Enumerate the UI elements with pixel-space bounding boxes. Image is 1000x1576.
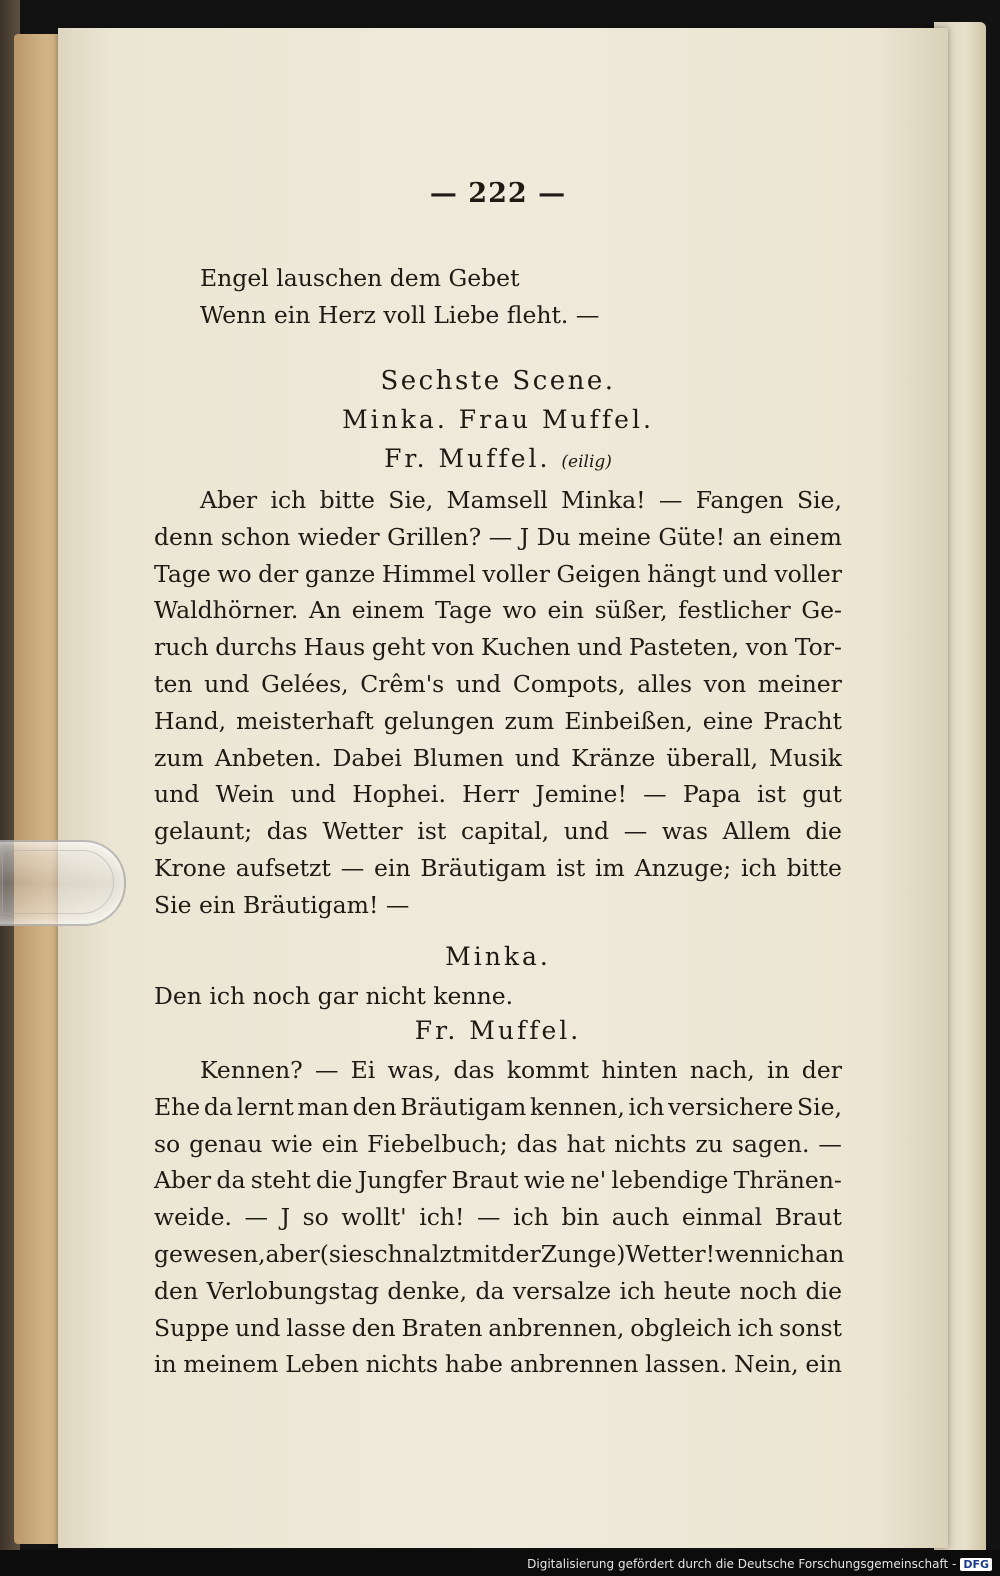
stage-direction: (eilig) — [561, 452, 612, 472]
speech-block — [154, 482, 842, 924]
speech-line: gewesen, aber (sie schnalzt mit der Zunge) Wetter! wenn ich an — [154, 1239, 845, 1268]
speech-line: Den ich noch gar nicht kenne. — [154, 982, 514, 1010]
speech-line: Kennen? — Ei was, das kommt hinten nach, in der — [200, 1056, 842, 1084]
speech-block — [154, 978, 842, 1015]
digitization-text: Digitalisierung gefördert durch die Deutsche Forschungsgemeinschaft - — [527, 1557, 957, 1571]
book-page — [58, 28, 948, 1548]
digitization-notice — [527, 1557, 992, 1571]
speech-line: Sie ein Bräutigam! — — [154, 890, 410, 919]
speech-line: Aber da steht die Jungfer Braut wie ne' lebendige Thränen- — [154, 1166, 842, 1195]
speech-line: Suppe und lasse den Braten anbrennen, obgleich ich sonst — [154, 1313, 842, 1342]
speaker-name: Fr. Muffel. — [384, 444, 551, 473]
speech-line: ten und Gelées, Crêm's und Compots, alles von meiner — [154, 669, 842, 698]
speech-line: denn schon wieder Grillen? — J Du meine Güte! an einem — [154, 522, 842, 551]
plastic-clip — [0, 840, 126, 926]
speaker-heading: Minka. — [445, 942, 551, 971]
plastic-clip-inner — [2, 850, 114, 914]
scene-title: Sechste Scene. — [380, 366, 616, 396]
speech-line: in meinem Leben nichts habe anbrennen lassen. Nein, ein — [154, 1350, 842, 1379]
speech-line: zum Anbeten. Dabei Blumen und Kränze überall, Musik — [154, 743, 842, 772]
speech-line: Tage wo der ganze Himmel voller Geigen hängt und voller — [154, 559, 842, 588]
speech-line: so genau wie ein Fiebelbuch; das hat nichts zu sagen. — — [154, 1129, 842, 1158]
speech-line: gelaunt; das Wetter ist capital, und — was Allem die — [154, 817, 842, 846]
speech-line: weide. — J so wollt' ich! — ich bin auch einmal Braut — [154, 1203, 842, 1232]
speaker-heading: Fr. Muffel. — [414, 1016, 582, 1045]
speaker-heading — [154, 444, 842, 473]
scene-persons: Minka. Frau Muffel. — [342, 405, 654, 434]
speech-line: Waldhörner. An einem Tage wo ein süßer, festlicher Ge- — [154, 596, 842, 625]
page-number: — 222 — — [429, 178, 567, 209]
speech-line: Hand, meisterhaft gelungen zum Einbeißen, eine Pracht — [154, 706, 842, 735]
speech-line: und Wein und Hophei. Herr Jemine! — Papa ist gut — [154, 780, 842, 809]
verse-line: Wenn ein Herz voll Liebe fleht. — — [200, 300, 600, 329]
verse-block — [200, 260, 599, 334]
speech-line: ruch durchs Haus geht von Kuchen und Pasteten, von Tor- — [154, 633, 842, 662]
speech-block — [154, 1052, 845, 1383]
speech-line: den Verlobungstag denke, da versalze ich heute noch die — [154, 1276, 842, 1305]
verse-line: Engel lauschen dem Gebet — [200, 264, 520, 292]
speech-line: Ehe da lernt man den Bräutigam kennen, ich versichere Sie, — [154, 1092, 842, 1121]
speech-line: Aber ich bitte Sie, Mamsell Minka! — Fangen Sie, — [200, 486, 842, 514]
speech-line: Krone aufsetzt — ein Bräutigam ist im Anzuge; ich bitte — [154, 853, 842, 882]
dfg-logo: DFG — [960, 1558, 992, 1571]
